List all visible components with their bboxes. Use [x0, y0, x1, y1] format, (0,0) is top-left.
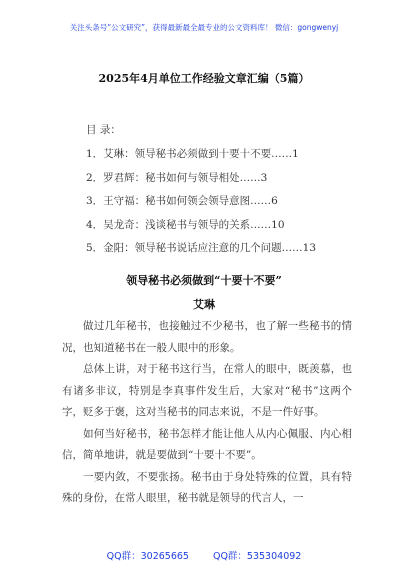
table-of-contents — [86, 143, 386, 261]
paragraph: 做过几年秘书，也接触过不少秘书，也了解一些秘书的情况，也知道秘书在一般人眼中的形象。 — [62, 320, 352, 354]
article-body — [62, 316, 352, 510]
top-banner: 关注头条号“公文研究”，获得最新最全最专业的公文资料库！ 微信：gongwenyj — [69, 23, 339, 32]
toc-heading: 目 录： — [86, 124, 121, 136]
toc-item: 1．艾琳：领导秘书必须做到十要十不要……1 — [86, 148, 299, 160]
toc-item: 5．金阳：领导秘书说话应注意的几个问题……13 — [86, 242, 317, 254]
article-author: 艾琳 — [193, 298, 215, 311]
paragraph: 如何当好秘书，秘书怎样才能让他人从内心佩服、内心相信，简单地讲，就是要做到“十要十不要”。 — [62, 427, 352, 461]
qq-group-2: QQ群：535304092 — [212, 551, 302, 562]
paragraph: 总体上讲，对于秘书这行当，在常人的眼中，既羡慕，也有诸多非议，特别是李真事件发生后，大家对“秘书”这两个字，贬多于褒，这对当秘书的同志来说，不是一件好事。 — [62, 363, 352, 418]
paragraph: 一要内敛，不要张扬。秘书由于身处特殊的位置，具有特殊的身份，在常人眼里，秘书就是领导的代言人，一 — [62, 470, 352, 504]
qq-group-1: QQ群：30265665 — [106, 551, 189, 562]
footer — [0, 548, 408, 562]
document-title: 2025年4月单位工作经验文章汇编（5篇） — [98, 72, 310, 85]
toc-item: 3．王守福：秘书如何领会领导意图……6 — [86, 195, 278, 207]
toc-item: 4．吴龙奇：浅谈秘书与领导的关系……10 — [86, 218, 285, 231]
toc-item: 2．罗君辉：秘书如何与领导相处……3 — [86, 171, 268, 184]
article-title: 领导秘书必须做到“十要十不要” — [126, 274, 282, 287]
